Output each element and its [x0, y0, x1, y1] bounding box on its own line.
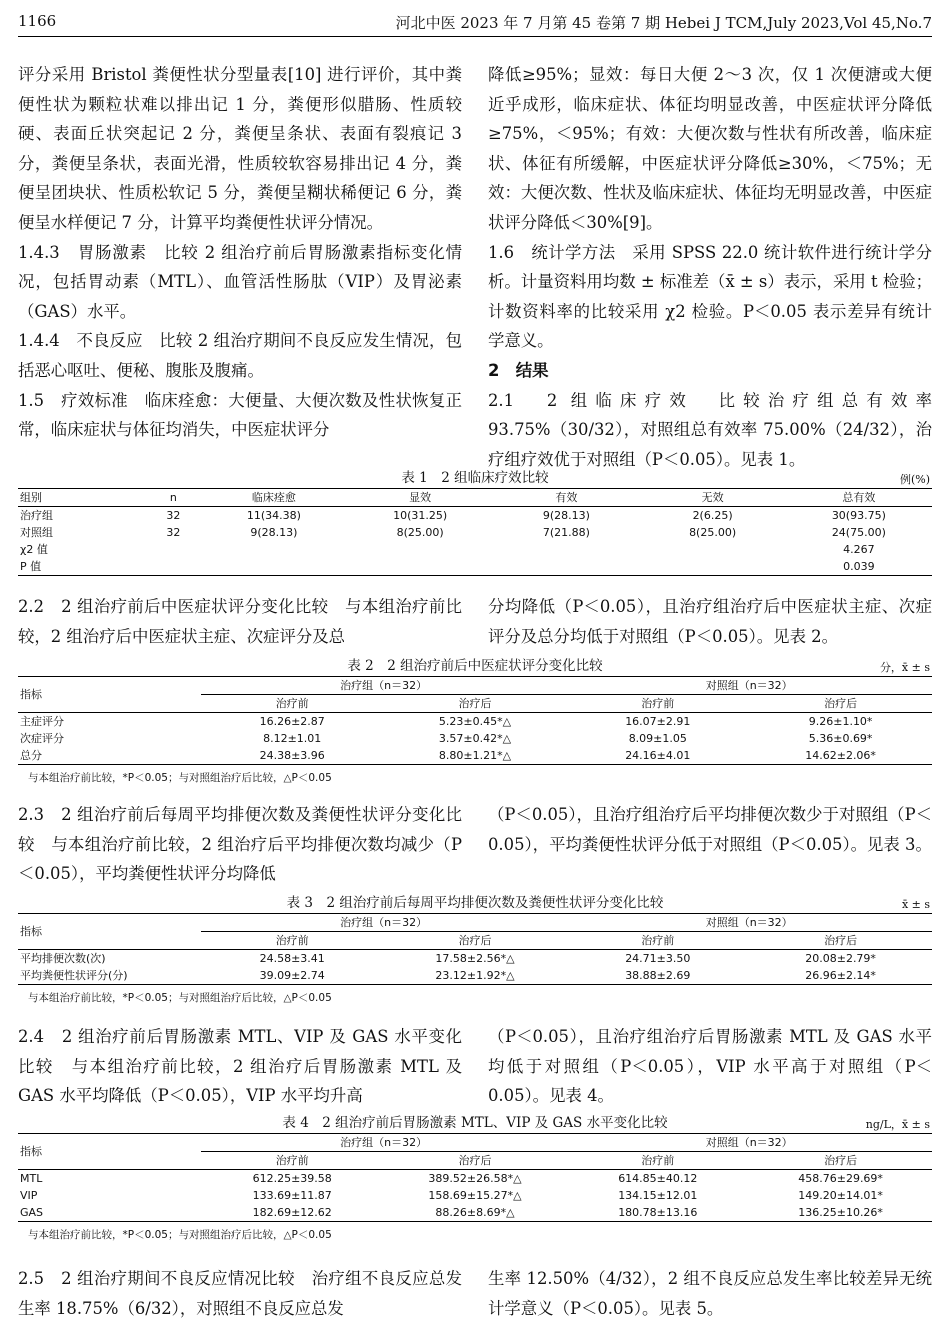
- table-row: [18, 558, 932, 576]
- right-column: [488, 1264, 932, 1323]
- paragraph: 评分采用 Bristol 粪便性状分型量表[10] 进行评价，其中粪便性状为颗粒状难以排出记 1 分，粪便形似腊肠、性质较硬、表面丘状突起记 2 分，粪便呈条状、表面有裂痕记 3 分，粪便呈条状，表面光滑，性质较软容易排出记 4 分，粪便呈团块状、性质松软记 5 分，粪便呈糊状稀便记 6 分，粪便呈水样便记 7 分，计算平均粪便性状评分情况。: [18, 65, 462, 232]
- table-row: [18, 730, 932, 747]
- section-methods: [18, 60, 932, 474]
- table-row: [18, 524, 932, 541]
- column-header: 显效: [347, 489, 493, 507]
- table-row: [18, 713, 932, 731]
- table-cell: 612.25±39.58: [252, 1172, 332, 1185]
- table-row: [18, 747, 932, 765]
- table-cell: 9(28.13): [542, 509, 590, 522]
- table-cell: 136.25±10.26*: [749, 1204, 932, 1222]
- page-header: [18, 8, 932, 37]
- group-header: 对照组（n＝32）: [566, 1134, 932, 1152]
- table-cell: 614.85±40.12: [618, 1172, 698, 1185]
- table-cell: 88.26±8.69*△: [384, 1204, 567, 1222]
- table-cell: 17.58±2.56*△: [435, 952, 515, 965]
- column-header: 指标: [18, 1134, 201, 1170]
- table-cell: 133.69±11.87: [252, 1189, 332, 1202]
- table-cell: [639, 541, 785, 558]
- column-header: 治疗后: [749, 1152, 932, 1170]
- paragraph: 降低≥95%；显效：每日大便 2～3 次，仅 1 次便溏或大便近乎成形，临床症状、体征均明显改善，中医症状评分降低≥75%，＜95%；有效：大便次数与性状有所改善，临床症状、体征有所缓解，中医症状评分降低≥30%，＜75%；无效：大便次数、性状及临床症状、体征均无明显改善，中医症状评分降低＜30%[9]。: [488, 65, 932, 232]
- table-caption: [18, 468, 932, 488]
- table-cell: 治疗组: [20, 509, 53, 522]
- paragraph: 2.4 2 组治疗前后胃肠激素 MTL、VIP 及 GAS 水平变化比较 与本组治疗前比较，2 组治疗后胃肠激素 MTL 及 GAS 水平均降低（P＜0.05），VIP 水平均升高: [18, 1027, 462, 1106]
- table-footnote: 与本组治疗前比较，*P＜0.05；与对照组治疗后比较，△P＜0.05: [28, 992, 332, 1004]
- group-header: 治疗组（n＝32）: [201, 914, 567, 932]
- table-cell: 总分: [18, 747, 201, 765]
- left-column: [18, 800, 462, 889]
- table-cell: 26.96±2.14*: [749, 967, 932, 985]
- table-cell: VIP: [20, 1189, 38, 1202]
- section-2-5: [18, 1264, 932, 1323]
- paragraph: 2.5 2 组治疗期间不良反应情况比较 治疗组不良反应总发生率 18.75%（6/32），对照组不良反应总发: [18, 1269, 462, 1318]
- column-header: 治疗前: [201, 932, 384, 950]
- table-cell: 10(31.25): [393, 509, 448, 522]
- table-header-row: [18, 914, 932, 932]
- right-column: [488, 1022, 932, 1111]
- paragraph: 生率 12.50%（4/32），2 组不良反应总发生率比较差异无统计学意义（P＜0.05）。见表 5。: [488, 1269, 932, 1318]
- group-header: 治疗组（n＝32）: [201, 1134, 567, 1152]
- table-cell: 8(25.00): [689, 526, 737, 539]
- table-cell: 32: [166, 526, 181, 539]
- column-header: n: [146, 489, 201, 507]
- table-unit: 例(%): [899, 473, 930, 486]
- table-cell: 5.23±0.45*△: [438, 715, 512, 728]
- left-column: [18, 1264, 462, 1323]
- table-cell: 32: [166, 509, 181, 522]
- column-header: 治疗前: [566, 695, 749, 713]
- section-2-2: [18, 592, 932, 651]
- table-header-row: [18, 1134, 932, 1152]
- paragraph: 2.3 2 组治疗前后每周平均排便次数及粪便性状评分变化比较 与本组治疗前比较，2 组治疗后平均排便次数均减少（P＜0.05），平均粪便性状评分均降低: [18, 805, 462, 884]
- column-header: 指标: [18, 677, 201, 713]
- column-header: 临床痊愈: [201, 489, 347, 507]
- paragraph: 1.5 疗效标准 临床痊愈：大便量、大便次数及性状恢复正常，临床症状与体征均消失，中医症状评分: [18, 390, 462, 440]
- table-cell: 182.69±12.62: [201, 1204, 384, 1222]
- table-cell: 主症评分: [20, 715, 64, 728]
- table-cell: 5.36±0.69*: [808, 732, 873, 745]
- table-cell: MTL: [20, 1172, 43, 1185]
- table-cell: 39.09±2.74: [201, 967, 384, 985]
- table-cell: 134.15±12.01: [618, 1189, 698, 1202]
- table-row: [18, 1204, 932, 1222]
- table-cell: 平均粪便性状评分(分): [18, 967, 201, 985]
- column-header: 无效: [639, 489, 785, 507]
- table-cell: 8(25.00): [396, 526, 444, 539]
- table-cell: [639, 558, 785, 576]
- column-header: 治疗后: [749, 932, 932, 950]
- table-cell: [201, 541, 347, 558]
- table-cell: 38.88±2.69: [566, 967, 749, 985]
- table-cell: χ2 值: [20, 543, 48, 556]
- table-cell: 158.69±15.27*△: [428, 1189, 522, 1202]
- table-cell: 180.78±13.16: [566, 1204, 749, 1222]
- column-header: 治疗后: [384, 932, 567, 950]
- table-cell: 2(6.25): [692, 509, 733, 522]
- table-cell: 20.08±2.79*: [805, 952, 876, 965]
- section-2-3: [18, 800, 932, 889]
- table-cell: 8.80±1.21*△: [384, 747, 567, 765]
- table-cell: 8.12±1.01: [263, 732, 322, 745]
- table-cell: 9(28.13): [250, 526, 298, 539]
- table-row: [18, 967, 932, 985]
- right-column: [488, 800, 932, 889]
- paragraph: 分均降低（P＜0.05），且治疗组治疗后中医症状主症、次症评分及总分均低于对照组（P＜0.05）。见表 2。: [488, 597, 932, 646]
- table-row: [18, 541, 932, 558]
- table-title: 表 3 2 组治疗前后每周平均排便次数及粪便性状评分变化比较: [286, 895, 664, 911]
- group-header: 对照组（n＝32）: [566, 677, 932, 695]
- column-header: 治疗前: [566, 1152, 749, 1170]
- data-table: [18, 1133, 932, 1222]
- section-2-4: [18, 1022, 932, 1111]
- table-cell: P 值: [18, 558, 146, 576]
- table-2: [18, 656, 932, 786]
- page-number: 1166: [18, 12, 57, 30]
- table-title: 表 1 2 组临床疗效比较: [401, 470, 549, 486]
- table-cell: 23.12±1.92*△: [384, 967, 567, 985]
- column-header: 治疗前: [201, 1152, 384, 1170]
- table-cell: 9.26±1.10*: [808, 715, 873, 728]
- table-cell: 16.07±2.91: [625, 715, 691, 728]
- table-cell: [146, 558, 201, 576]
- journal-running-title: 河北中医 2023 年 7 月第 45 卷第 7 期 Hebei J TCM,July 2023,Vol 45,No.7: [395, 14, 932, 32]
- table-header-row: [18, 489, 932, 507]
- table-3: [18, 893, 932, 1006]
- table-footnote: 与本组治疗前比较，*P＜0.05；与对照组治疗后比较，△P＜0.05: [28, 772, 332, 784]
- column-header: 指标: [18, 914, 201, 950]
- table-unit: 分，x̄ ± s: [879, 661, 930, 674]
- table-cell: [146, 541, 201, 558]
- table-cell: [201, 558, 347, 576]
- table-row: [18, 1187, 932, 1204]
- left-column: [18, 60, 462, 474]
- table-row: [18, 950, 932, 968]
- table-header-row: [18, 677, 932, 695]
- table-cell: 14.62±2.06*: [749, 747, 932, 765]
- right-column: [488, 60, 932, 474]
- table-cell: 3.57±0.42*△: [438, 732, 512, 745]
- paragraph: 1.4.4 不良反应 比较 2 组治疗期间不良反应发生情况，包括恶心呕吐、便秘、腹胀及腹痛。: [18, 331, 462, 380]
- table-cell: 7(21.88): [542, 526, 590, 539]
- table-cell: 11(34.38): [246, 509, 301, 522]
- table-cell: 24.16±4.01: [566, 747, 749, 765]
- table-unit: x̄ ± s: [901, 898, 930, 911]
- table-cell: 24.58±3.41: [259, 952, 325, 965]
- table-caption: [18, 893, 932, 913]
- paragraph: 2.2 2 组治疗前后中医症状评分变化比较 与本组治疗前比较，2 组治疗后中医症状主症、次症评分及总: [18, 597, 462, 646]
- left-column: [18, 1022, 462, 1111]
- table-cell: 对照组: [20, 526, 53, 539]
- table-cell: 24(75.00): [831, 526, 886, 539]
- table-cell: [493, 558, 639, 576]
- table-cell: 30(93.75): [831, 509, 886, 522]
- table-caption: [18, 1113, 932, 1133]
- data-table: [18, 913, 932, 985]
- table-cell: [347, 558, 493, 576]
- paragraph: 2.1 2 组临床疗效 比较治疗组总有效率 93.75%（30/32），对照组总有效率 75.00%（24/32），治疗组疗效优于对照组（P＜0.05）。见表 1。: [488, 390, 932, 469]
- table-title: 表 2 2 组治疗前后中医症状评分变化比较: [347, 658, 603, 674]
- group-header: 治疗组（n＝32）: [201, 677, 567, 695]
- paragraph: （P＜0.05），且治疗组治疗后胃肠激素 MTL 及 GAS 水平均低于对照组（P＜0.05），VIP 水平高于对照组（P＜0.05）。见表 4。: [488, 1027, 932, 1106]
- data-table: [18, 676, 932, 765]
- data-table: [18, 488, 932, 576]
- column-header: 治疗前: [201, 695, 384, 713]
- table-unit: ng/L，x̄ ± s: [865, 1118, 930, 1131]
- right-column: [488, 592, 932, 651]
- table-footnote: 与本组治疗前比较，*P＜0.05；与对照组治疗后比较，△P＜0.05: [28, 1229, 332, 1241]
- paragraph: 1.4.3 胃肠激素 比较 2 组治疗前后胃肠激素指标变化情况，包括胃动素（MTL）、血管活性肠肽（VIP）及胃泌素（GAS）水平。: [18, 242, 462, 321]
- table-cell: [493, 541, 639, 558]
- table-cell: GAS: [18, 1204, 201, 1222]
- table-4: [18, 1113, 932, 1243]
- table-cell: 0.039: [786, 558, 932, 576]
- table-cell: 次症评分: [20, 732, 64, 745]
- table-1: [18, 468, 932, 576]
- table-caption: [18, 656, 932, 676]
- column-header: 总有效: [786, 489, 932, 507]
- table-cell: 389.52±26.58*△: [428, 1172, 522, 1185]
- section-heading: 2 结果: [488, 360, 549, 380]
- column-header: 治疗后: [384, 1152, 567, 1170]
- column-header: 治疗前: [566, 932, 749, 950]
- paragraph: 1.6 统计学方法 采用 SPSS 22.0 统计软件进行统计学分析。计量资料用均数 ± 标准差（x̄ ± s）表示，采用 t 检验；计数资料率的比较采用 χ2 检验。P＜0.05 表示差异有统计学意义。: [488, 242, 932, 351]
- table-row: [18, 507, 932, 525]
- table-row: [18, 1170, 932, 1188]
- paragraph: （P＜0.05），且治疗组治疗后平均排便次数少于对照组（P＜0.05），平均粪便性状评分低于对照组（P＜0.05）。见表 3。: [488, 805, 932, 854]
- column-header: 有效: [493, 489, 639, 507]
- table-cell: 8.09±1.05: [628, 732, 687, 745]
- table-cell: 458.76±29.69*: [798, 1172, 883, 1185]
- group-header: 对照组（n＝32）: [566, 914, 932, 932]
- table-cell: 24.38±3.96: [201, 747, 384, 765]
- column-header: 治疗后: [384, 695, 567, 713]
- table-cell: 16.26±2.87: [259, 715, 325, 728]
- table-cell: [347, 541, 493, 558]
- left-column: [18, 592, 462, 651]
- table-title: 表 4 2 组治疗前后胃肠激素 MTL、VIP 及 GAS 水平变化比较: [282, 1115, 668, 1131]
- table-cell: 149.20±14.01*: [798, 1189, 883, 1202]
- table-cell: 24.71±3.50: [625, 952, 691, 965]
- table-cell: 平均排便次数(次): [20, 952, 106, 965]
- column-header: 治疗后: [749, 695, 932, 713]
- table-cell: 4.267: [843, 543, 875, 556]
- column-header: 组别: [18, 489, 146, 507]
